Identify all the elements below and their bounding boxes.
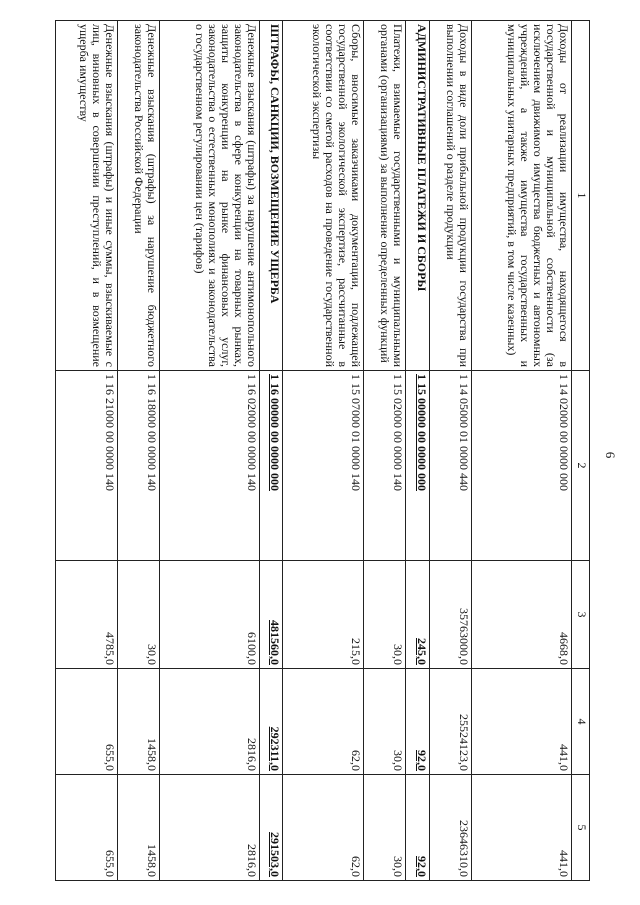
row-code: 1 15 07000 01 0000 140 bbox=[283, 371, 364, 561]
row-value-col4: 1458,0 bbox=[117, 669, 160, 775]
row-value-col5: 2816,0 bbox=[160, 775, 260, 881]
row-code: 1 16 21000 00 0000 140 bbox=[56, 371, 118, 561]
column-header: 3 bbox=[572, 561, 590, 669]
row-code: 1 16 00000 00 0000 000 bbox=[259, 371, 282, 561]
row-value-col3: 35763000,0 bbox=[429, 561, 472, 669]
revenue-table bbox=[55, 20, 590, 881]
row-name: ШТРАФЫ, САНКЦИИ, ВОЗМЕЩЕНИЕ УЩЕРБА bbox=[259, 21, 282, 371]
table-row bbox=[363, 21, 406, 881]
row-value-col3: 4668,0 bbox=[472, 561, 572, 669]
row-name: Денежные взыскания (штрафы) за нарушение антимонопольного законодательства в сфере конкуренции на товарных рынках, защиты конкуренции на рынке финансовых услуг, законодательства о естественных монополиях и законодательства о государственном регулировании цен (тарифов) bbox=[160, 21, 260, 371]
row-value-col4: 25524123,0 bbox=[429, 669, 472, 775]
row-value-col5: 23646310,0 bbox=[429, 775, 472, 881]
table-row bbox=[160, 21, 260, 881]
table-row bbox=[283, 21, 364, 881]
row-value-col4: 92,0 bbox=[406, 669, 429, 775]
table-row bbox=[472, 21, 572, 881]
row-name: Доходы от реализации имущества, находящегося в государственной и муниципальной собственности (за исключением движимого имущества бюджетных и автономных учреждений, а также имущества государственных и муниципальных унитарных предприятий, в том числе казенных) bbox=[472, 21, 572, 371]
row-value-col5: 62,0 bbox=[283, 775, 364, 881]
row-code: 1 16 02000 00 0000 140 bbox=[160, 371, 260, 561]
row-value-col5: 441,0 bbox=[472, 775, 572, 881]
table-row bbox=[429, 21, 472, 881]
header-row bbox=[572, 21, 590, 881]
row-value-col3: 215,0 bbox=[283, 561, 364, 669]
table-row bbox=[117, 21, 160, 881]
row-value-col3: 245,0 bbox=[406, 561, 429, 669]
row-name: Платежи, взимаемые государственными и муниципальными органами (организациями) за выполнение определенных функций bbox=[363, 21, 406, 371]
column-header: 2 bbox=[572, 371, 590, 561]
row-value-col5: 655,0 bbox=[56, 775, 118, 881]
row-code: 1 14 05000 01 0000 440 bbox=[429, 371, 472, 561]
row-value-col4: 62,0 bbox=[283, 669, 364, 775]
row-value-col5: 1458,0 bbox=[117, 775, 160, 881]
row-value-col4: 292311,0 bbox=[259, 669, 282, 775]
row-name: Денежные взыскания (штрафы) и иные суммы, взыскиваемые с лиц, виновных в совершении преступлений, и в возмещение ущерба имуществу bbox=[56, 21, 118, 371]
row-value-col5: 291503,0 bbox=[259, 775, 282, 881]
column-header: 5 bbox=[572, 775, 590, 881]
section-row bbox=[259, 21, 282, 881]
row-code: 1 15 00000 00 0000 000 bbox=[406, 371, 429, 561]
column-header: 4 bbox=[572, 669, 590, 775]
table-row bbox=[56, 21, 118, 881]
section-row bbox=[406, 21, 429, 881]
row-value-col4: 30,0 bbox=[363, 669, 406, 775]
row-value-col4: 655,0 bbox=[56, 669, 118, 775]
row-value-col5: 92,0 bbox=[406, 775, 429, 881]
row-value-col4: 441,0 bbox=[472, 669, 572, 775]
rotated-page-content bbox=[55, 20, 590, 880]
row-name: АДМИНИСТРАТИВНЫЕ ПЛАТЕЖИ И СБОРЫ bbox=[406, 21, 429, 371]
row-code: 1 14 02000 00 0000 000 bbox=[472, 371, 572, 561]
row-value-col3: 30,0 bbox=[363, 561, 406, 669]
row-value-col4: 2816,0 bbox=[160, 669, 260, 775]
row-value-col3: 6100,0 bbox=[160, 561, 260, 669]
row-name: Сборы, вносимые заказчиками документации, подлежащей государственной экологической экспертизе, рассчитанные в соответствии со сметой расходов на проведение государственной экологической экспертизы bbox=[283, 21, 364, 371]
column-header: 1 bbox=[572, 21, 590, 371]
row-name: Доходы в виде доли прибыльной продукции государства при выполнении соглашений о разделе продукции bbox=[429, 21, 472, 371]
row-code: 1 16 18000 00 0000 140 bbox=[117, 371, 160, 561]
row-value-col5: 30,0 bbox=[363, 775, 406, 881]
page-number: 6 bbox=[603, 451, 618, 459]
row-name: Денежные взыскания (штрафы) за нарушение бюджетного законодательства Российской Федерации bbox=[117, 21, 160, 371]
row-value-col3: 4785,0 bbox=[56, 561, 118, 669]
row-code: 1 15 02000 00 0000 140 bbox=[363, 371, 406, 561]
row-value-col3: 30,0 bbox=[117, 561, 160, 669]
row-value-col3: 481560,0 bbox=[259, 561, 282, 669]
